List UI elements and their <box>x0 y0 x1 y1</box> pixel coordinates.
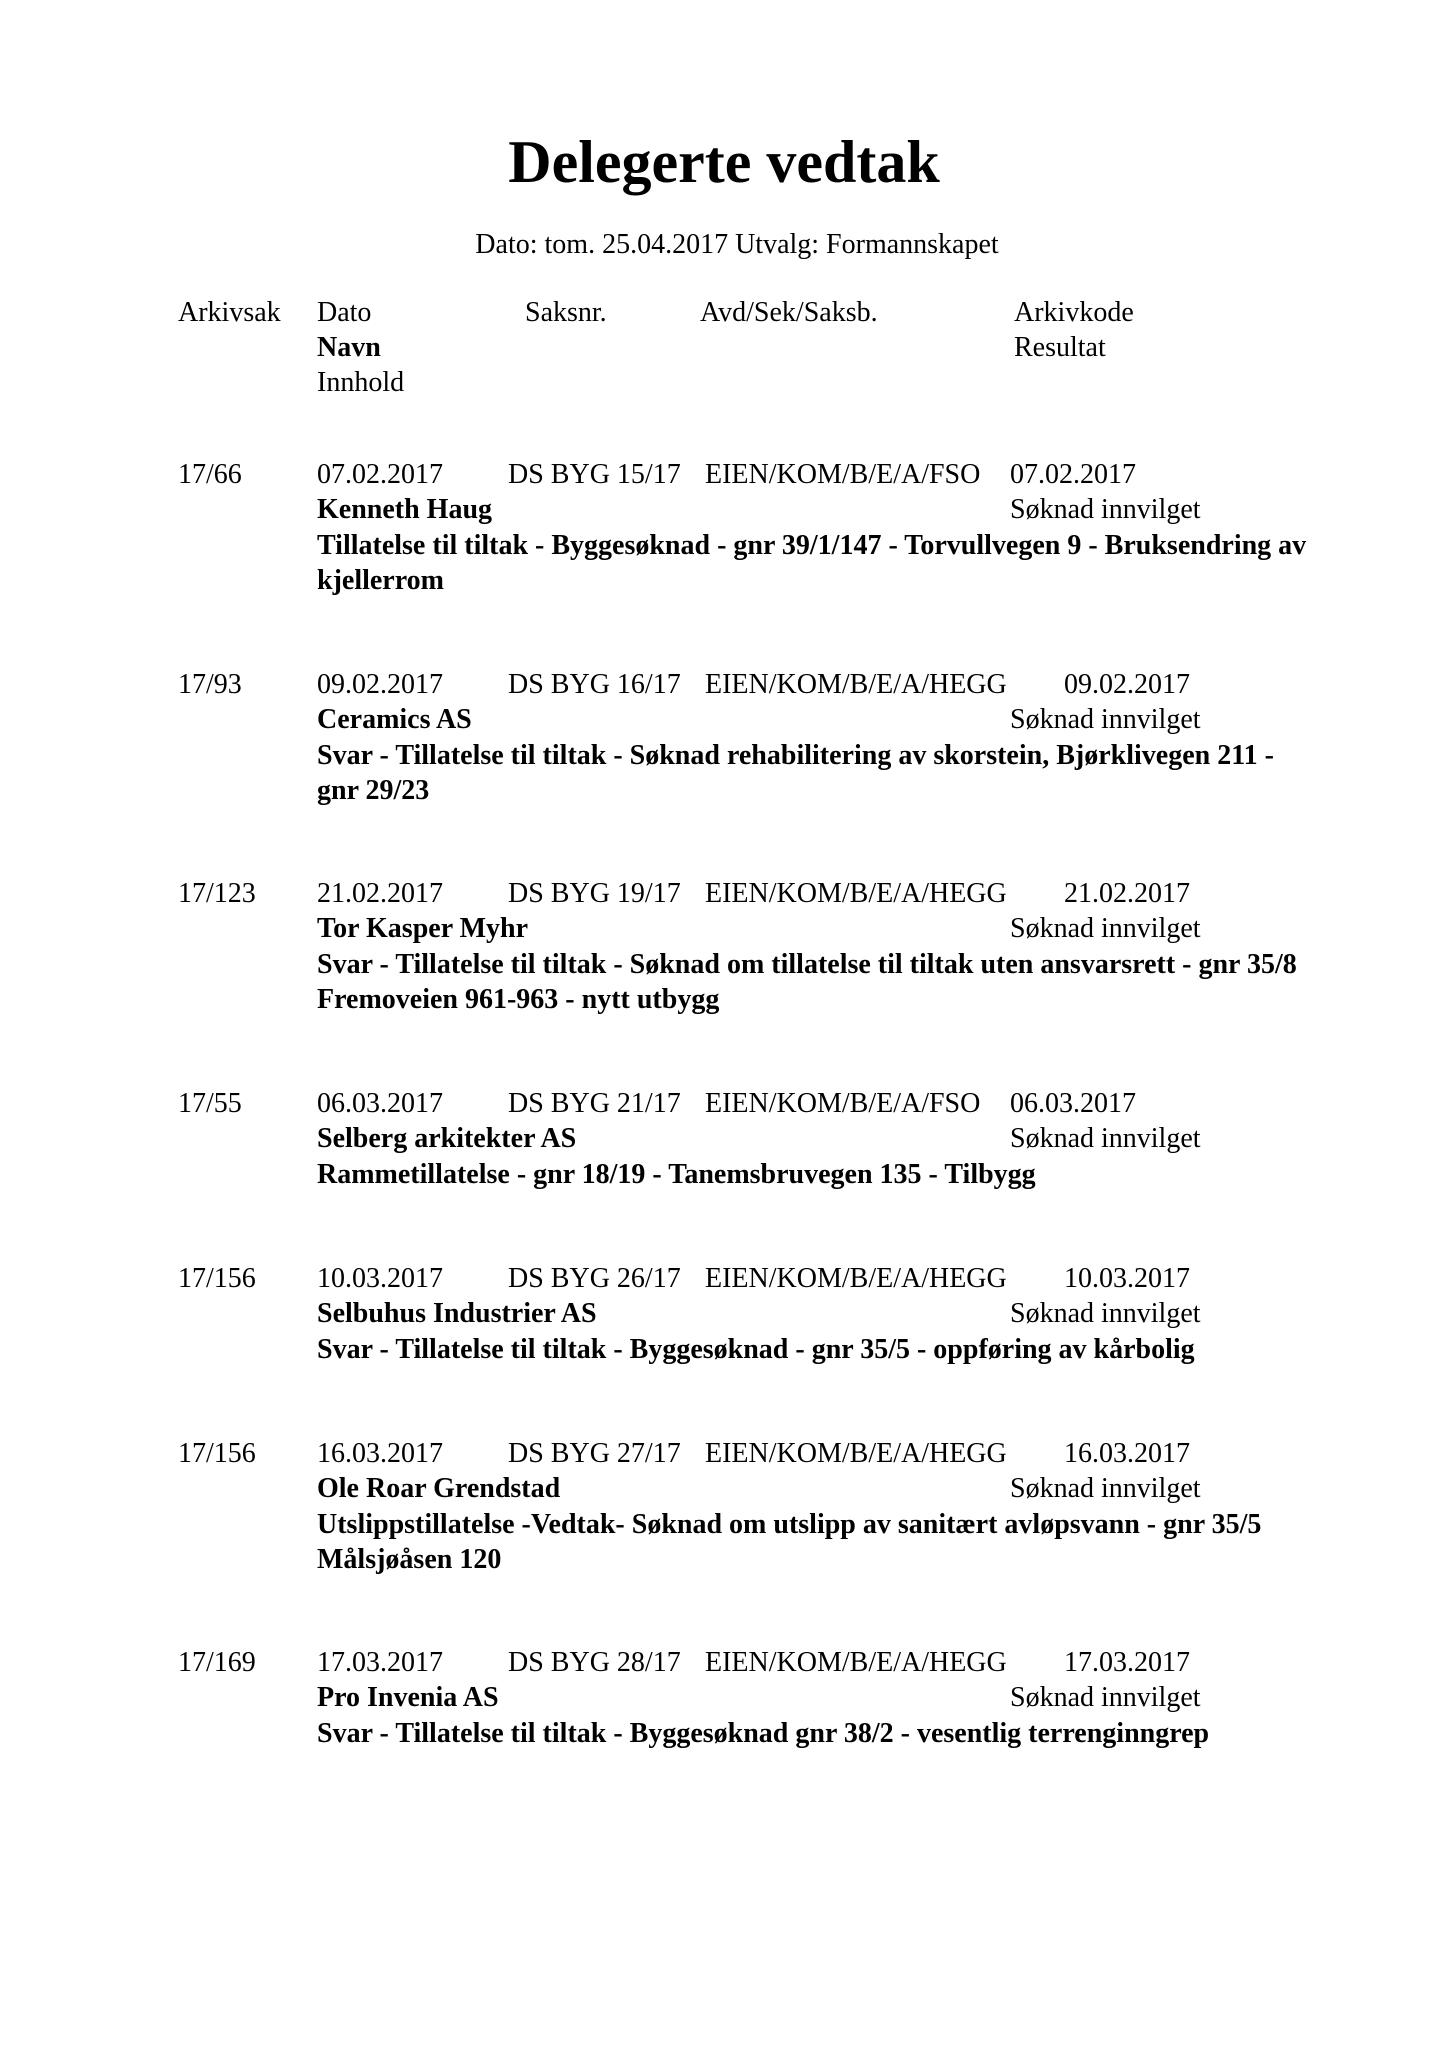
entry-navn: Kenneth Haug <box>317 494 493 525</box>
entry-resultat: Søknad innvilget <box>1010 913 1201 944</box>
header-resultat: Resultat <box>1014 332 1106 363</box>
entry-innhold: Tillatelse til tiltak - Byggesøknad - gnr 39/1/147 - Torvullvegen 9 - Bruksendring av kjellerrom <box>317 530 1307 596</box>
entry-innhold: Rammetillatelse - gnr 18/19 - Tanemsbruvegen 135 - Tilbygg <box>317 1159 1036 1190</box>
entry-saksnr: DS BYG 15/17 <box>508 459 681 490</box>
entry-dato: 16.03.2017 <box>317 1438 443 1469</box>
entry-avd: EIEN/KOM/B/E/A/FSO <box>705 459 981 490</box>
entry-dato: 06.03.2017 <box>317 1088 443 1119</box>
entry-navn: Ole Roar Grendstad <box>317 1473 561 1504</box>
entry-avd: EIEN/KOM/B/E/A/HEGG <box>705 1647 1007 1678</box>
entry-arkivkode: 21.02.2017 <box>1064 878 1190 909</box>
entry-avd: EIEN/KOM/B/E/A/HEGG <box>705 1263 1007 1294</box>
entry-avd: EIEN/KOM/B/E/A/FSO <box>705 1088 981 1119</box>
entry-arkivsak: 17/123 <box>178 878 256 909</box>
entry-dato: 17.03.2017 <box>317 1647 443 1678</box>
entry-arkivsak: 17/93 <box>178 669 242 700</box>
entry-innhold: Svar - Tillatelse til tiltak - Byggesøknad - gnr 35/5 - oppføring av kårbolig <box>317 1334 1195 1365</box>
entry-resultat: Søknad innvilget <box>1010 1682 1201 1713</box>
entry-saksnr: DS BYG 26/17 <box>508 1263 681 1294</box>
header-navn: Navn <box>317 332 381 363</box>
entry-arkivkode: 09.02.2017 <box>1064 669 1190 700</box>
header-arkivkode: Arkivkode <box>1014 297 1134 328</box>
entry-avd: EIEN/KOM/B/E/A/HEGG <box>705 669 1007 700</box>
entry-arkivsak: 17/169 <box>178 1647 256 1678</box>
entry-innhold: Svar - Tillatelse til tiltak - Søknad om tillatelse til tiltak uten ansvarsrett - gnr 35/8 Fremoveien 961-963 - nytt utbygg <box>317 949 1297 1015</box>
entry-arkivkode: 10.03.2017 <box>1064 1263 1190 1294</box>
entry-saksnr: DS BYG 19/17 <box>508 878 681 909</box>
header-innhold: Innhold <box>317 367 405 398</box>
entry-innhold: Svar - Tillatelse til tiltak - Søknad rehabilitering av skorstein, Bjørklivegen 211 - gnr 29/23 <box>317 740 1274 806</box>
entry-avd: EIEN/KOM/B/E/A/HEGG <box>705 878 1007 909</box>
entry-dato: 09.02.2017 <box>317 669 443 700</box>
page-subtitle: Dato: tom. 25.04.2017 Utvalg: Formannskapet <box>475 229 999 260</box>
header-saksnr: Saksnr. <box>525 297 607 328</box>
entry-saksnr: DS BYG 16/17 <box>508 669 681 700</box>
entry-navn: Tor Kasper Myhr <box>317 913 529 944</box>
entry-saksnr: DS BYG 27/17 <box>508 1438 681 1469</box>
header-avd: Avd/Sek/Saksb. <box>700 297 878 328</box>
entry-resultat: Søknad innvilget <box>1010 1298 1201 1329</box>
entry-navn: Pro Invenia AS <box>317 1682 499 1713</box>
entry-arkivkode: 16.03.2017 <box>1064 1438 1190 1469</box>
entry-arkivsak: 17/55 <box>178 1088 242 1119</box>
entry-arkivkode: 06.03.2017 <box>1010 1088 1136 1119</box>
entry-arkivsak: 17/66 <box>178 459 242 490</box>
entry-avd: EIEN/KOM/B/E/A/HEGG <box>705 1438 1007 1469</box>
entry-navn: Selbuhus Industrier AS <box>317 1298 597 1329</box>
entry-dato: 21.02.2017 <box>317 878 443 909</box>
entry-resultat: Søknad innvilget <box>1010 704 1201 735</box>
entry-navn: Ceramics AS <box>317 704 472 735</box>
entry-resultat: Søknad innvilget <box>1010 494 1201 525</box>
entry-arkivkode: 07.02.2017 <box>1010 459 1136 490</box>
entry-arkivsak: 17/156 <box>178 1263 256 1294</box>
entry-arkivsak: 17/156 <box>178 1438 256 1469</box>
page-title: Delegerte vedtak <box>508 129 940 195</box>
entry-dato: 10.03.2017 <box>317 1263 443 1294</box>
entry-resultat: Søknad innvilget <box>1010 1123 1201 1154</box>
entry-navn: Selberg arkitekter AS <box>317 1123 577 1154</box>
entry-dato: 07.02.2017 <box>317 459 443 490</box>
entry-arkivkode: 17.03.2017 <box>1064 1647 1190 1678</box>
entry-innhold: Svar - Tillatelse til tiltak - Byggesøknad gnr 38/2 - vesentlig terrenginngrep <box>317 1718 1210 1749</box>
entry-saksnr: DS BYG 28/17 <box>508 1647 681 1678</box>
entry-innhold: Utslippstillatelse -Vedtak- Søknad om utslipp av sanitært avløpsvann - gnr 35/5 Målsjøåsen 120 <box>317 1509 1262 1575</box>
header-arkivsak: Arkivsak <box>178 297 281 328</box>
entry-resultat: Søknad innvilget <box>1010 1473 1201 1504</box>
entry-saksnr: DS BYG 21/17 <box>508 1088 681 1119</box>
header-dato: Dato <box>317 297 372 328</box>
